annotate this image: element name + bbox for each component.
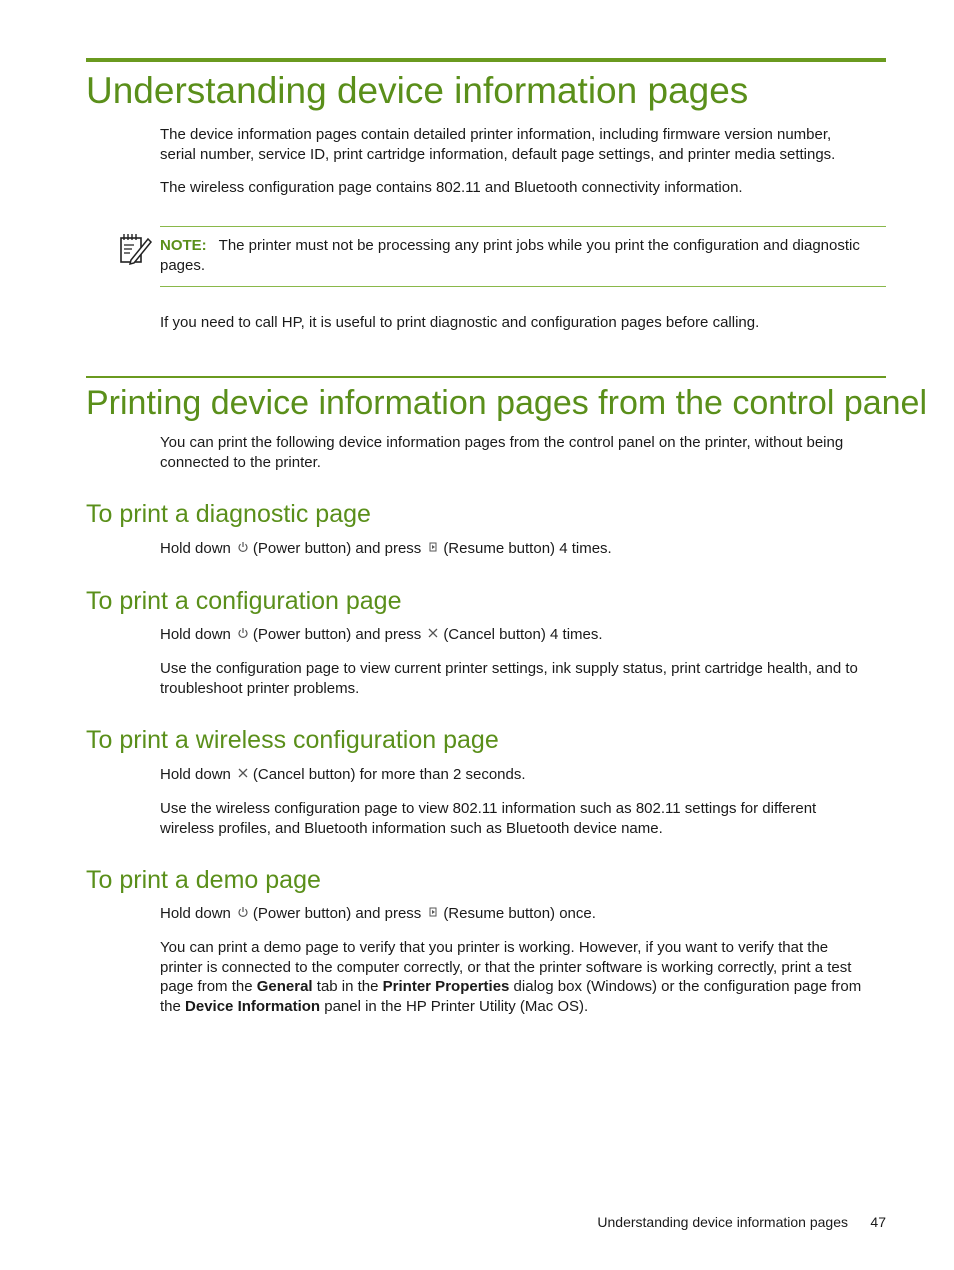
configuration-para: Use the configuration page to view current printer settings, ink supply status, print cartridge health, and to troubleshoot printer problems. — [160, 660, 858, 697]
note-block — [160, 236, 886, 275]
resume-text: (Resume button) once. — [443, 905, 596, 922]
demo-para — [160, 938, 886, 1016]
note-label: NOTE: — [160, 237, 207, 254]
understanding-para-1: The device information pages contain detailed printer information, including firmware version number, serial number, service ID, print cartridge information, default page settings, and printer media settings. — [160, 126, 836, 163]
section-title-understanding: Understanding device information pages — [86, 70, 749, 111]
demo-text-a: You can print a demo page to verify that you printer is working. However, if you want to verify that the printer is connected to the computer correctly, or that the printer software is working correctly, print a test page from the — [160, 939, 852, 995]
demo-text-c: dialog box (Windows) or the configuration page from the — [160, 978, 862, 1015]
understanding-para-3: If you need to call HP, it is useful to print diagnostic and configuration pages before calling. — [160, 314, 760, 331]
note-top-rule — [160, 226, 886, 227]
power-button-icon — [237, 625, 249, 645]
printing-para-1: You can print the following device information pages from the control panel on the printer, without being connected to the printer. — [160, 434, 844, 471]
heading-diagnostic: To print a diagnostic page — [86, 500, 371, 528]
hold-down-text: Hold down — [160, 766, 231, 783]
demo-text-b: tab in the — [312, 978, 383, 995]
hold-down-text: Hold down — [160, 905, 231, 922]
section-rule — [86, 376, 886, 378]
wireless-instruction — [160, 765, 886, 785]
resume-button-icon — [427, 904, 439, 924]
diagnostic-instruction — [160, 539, 886, 559]
resume-text: (Resume button) 4 times. — [443, 540, 612, 557]
cancel-button-icon — [427, 625, 439, 645]
heading-configuration: To print a configuration page — [86, 587, 402, 615]
section-title-printing: Printing device information pages from the control panel — [86, 384, 928, 422]
general-tab-name: General — [256, 978, 313, 995]
resume-button-icon — [427, 539, 439, 559]
hold-down-text: Hold down — [160, 540, 231, 557]
page-number: 47 — [870, 1214, 886, 1230]
configuration-instruction — [160, 625, 886, 645]
demo-instruction — [160, 904, 886, 924]
note-pad-icon — [117, 230, 153, 271]
note-bottom-rule — [160, 286, 886, 287]
wireless-para: Use the wireless configuration page to view 802.11 information such as 802.11 settings for different wireless profiles, and Bluetooth information such as Bluetooth device name. — [160, 800, 817, 837]
heading-demo: To print a demo page — [86, 866, 321, 894]
power-button-icon — [237, 539, 249, 559]
footer-title: Understanding device information pages — [597, 1214, 848, 1230]
heading-wireless: To print a wireless configuration page — [86, 726, 499, 754]
power-button-icon — [237, 904, 249, 924]
top-rule — [86, 58, 886, 62]
demo-text-d: panel in the HP Printer Utility (Mac OS). — [320, 997, 589, 1015]
understanding-para-2: The wireless configuration page contains 802.11 and Bluetooth connectivity information. — [160, 179, 743, 196]
printer-properties-name: Printer Properties — [382, 978, 510, 995]
cancel-text: (Cancel button) for more than 2 seconds. — [252, 766, 526, 783]
power-text: (Power button) and press — [252, 540, 422, 557]
power-text: (Power button) and press — [252, 905, 422, 922]
device-information-name: Device Information — [185, 997, 321, 1015]
power-text: (Power button) and press — [252, 626, 422, 643]
cancel-button-icon — [237, 765, 249, 785]
note-text: The printer must not be processing any print jobs while you print the configuration and diagnostic pages. — [160, 237, 860, 274]
hold-down-text: Hold down — [160, 626, 231, 643]
cancel-text: (Cancel button) 4 times. — [443, 626, 603, 643]
